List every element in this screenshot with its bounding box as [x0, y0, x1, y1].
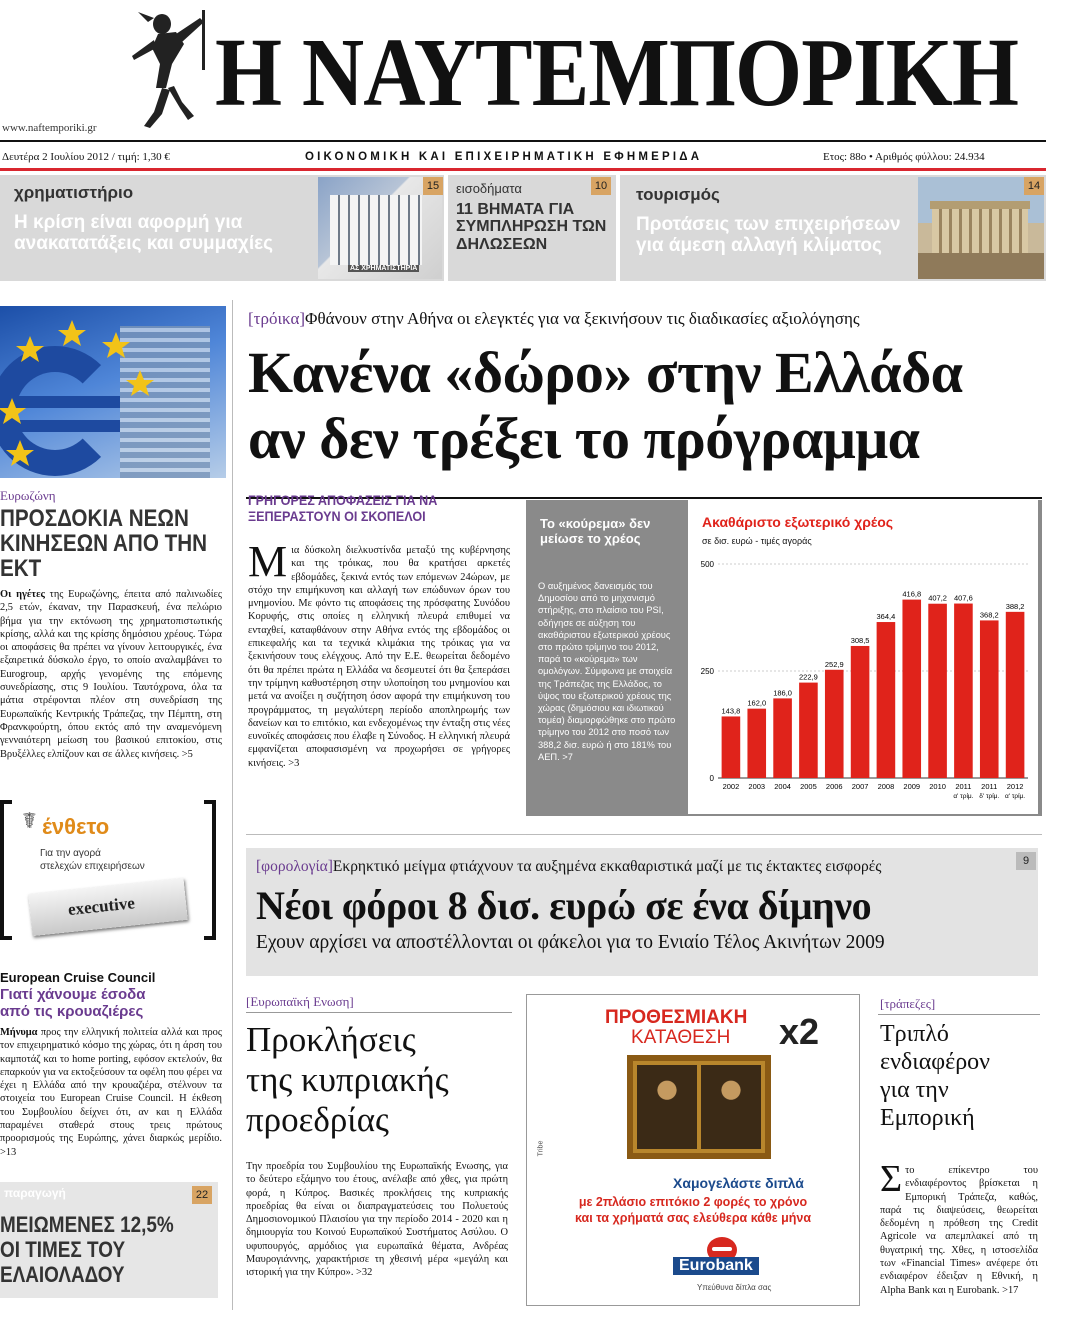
issue-number: Ετος: 88ο • Αριθμός φύλλου: 24.934 — [823, 151, 985, 163]
chart-value-label: 186,0 — [773, 688, 792, 698]
chart-value-label: 416,8 — [902, 589, 922, 599]
chart-xtick-label: 2009 — [903, 782, 921, 791]
tax-kicker-text: Εκρηκτικό μείγμα φτιάχνουν τα αυξημένα εκκαθαριστικά μαζί με τις έκτακτες εισφορές — [332, 858, 882, 875]
entheto-label: ένθετο — [42, 814, 110, 839]
ad-tagline: Χαμογελάστε διπλά — [673, 1175, 804, 1191]
olive-headline: ΜΕΙΩΜΕΝΕΣ 12,5% ΟΙ ΤΙΜΕΣ ΤΟΥ ΕΛΑΙΟΛΑΔΟΥ — [0, 1212, 174, 1287]
teaser-kicker: χρηματιστήριο — [14, 183, 134, 202]
chart-bar — [722, 716, 741, 778]
eurobank-ad[interactable] — [526, 994, 860, 1306]
teaser-stock-market[interactable] — [0, 175, 444, 281]
chart-bar — [799, 683, 818, 778]
teaser-headline: 11 ΒΗΜΑΤΑ ΓΙΑ ΣΥΜΠΛΗΡΩΣΗ ΤΩΝ ΔΗΛΩΣΕΩΝ — [456, 201, 607, 253]
chart-xtick-label: 2006 — [825, 782, 843, 791]
chart-xtick-label: 2010 — [929, 782, 946, 791]
chart-xtick-sublabel: δ' τρίμ. — [979, 793, 1000, 800]
chart-value-label: 222,9 — [799, 672, 818, 682]
main-kicker-text: Φθάνουν στην Αθήνα οι ελεγκτές για να ξεκινήσουν τις διαδικασίες αξιολόγησης — [305, 309, 860, 328]
page-ref: 15 — [423, 177, 443, 195]
ad-offer-2: και τα χρήματά σας ελεύθερα κάθε μήνα — [574, 1211, 812, 1225]
debt-chart — [688, 500, 1038, 814]
banks-headline[interactable] — [880, 1020, 990, 1132]
chart-value-label: 143,8 — [721, 706, 741, 716]
banks-headline-line-4: Εμπορική — [880, 1105, 975, 1131]
chart-value-label: 162,0 — [747, 698, 767, 708]
chart-value-label: 308,5 — [850, 635, 870, 645]
ad-title-2: ΚΑΤΑΘΕΣΗ — [631, 1027, 731, 1048]
chart-bar — [851, 646, 870, 778]
euro-body-lead: Οι ηγέτες — [0, 589, 45, 600]
main-body — [248, 537, 510, 770]
chart-ytick-label: 250 — [700, 667, 714, 676]
main-headline[interactable] — [248, 340, 963, 472]
hermes-logo — [118, 4, 210, 136]
ad-title-1: ΠΡΟΘΕΣΜΙΑΚΗ — [605, 1007, 748, 1028]
teaser-headline: Προτάσεις των επιχειρήσεων για άμεση αλλαγή κλίματος — [636, 214, 901, 256]
banks-dropcap: Σ — [880, 1158, 903, 1200]
executive-magazine[interactable] — [28, 878, 188, 936]
chart-bar — [877, 622, 896, 778]
hermes-small-icon: ☤ — [22, 808, 37, 833]
teaser-income[interactable] — [448, 175, 616, 281]
ad-brand: Eurobank — [673, 1257, 759, 1275]
main-body-text: ια δύσκολη διελκυστίνδα μεταξύ της κυβέρνησης και της τρόικας, που θα κρατήσει αρκετές εβδομάδες, ξεκινά εντός των επόμενων 24ώρων, με στόχο την επιμήκυνση και αλλαγή των επώδυνων όρων του μνημονίου. Με φόντο τις αποφάσεις της πρόσφατης Συνόδου Κορυφής, στις οποίες η ελληνική πλευρά επιθυμεί να ενταχθεί, καταφθάνουν στην Αθήνα εντός της εβδομάδος οι επικεφαλής και τα τεχνικά κλιμάκια της τρόικας για να ξεκινήσουν τους ελέγχους. Από την Ε.Ε. θεωρείται δεδομένο ότι θα πρέπει πρώτα η Ελλάδα να δεσμευτεί ότι θα ξεπεράσει την τρίμηνη καθυστέρηση στην υλοποίηση του μνημονίου και μετά να ανοίξει η συζήτηση όσον αφορά την επιμήκυνση του προγράμματος, τη μεγαλύτερη περίοδο αποπληρωμής των δανείων και το επιτόκιο, και ενδεχομένως την ένταξη στις νέες ευνοϊκές αποφάσεις που έλαβε η Σύνοδος. Η ελληνική πλευρά εμφανίζεται αποφασισμένη να προχωρήσει σε γρήγορες κινήσεις. >3 — [248, 545, 510, 769]
chart-value-label: 407,2 — [928, 593, 947, 603]
site-url[interactable]: www.naftemporiki.gr — [2, 122, 97, 134]
cruise-body-lead: Μήνυμα — [0, 1027, 38, 1038]
left-column-divider — [232, 300, 233, 1310]
chart-bar — [825, 670, 844, 778]
chart-bar — [980, 620, 999, 778]
chart-value-label: 368,2 — [979, 610, 999, 620]
chart-xtick-sublabel: α' τρίμ. — [1005, 793, 1026, 800]
euro-sculpture-photo — [0, 306, 226, 478]
tax-kicker-tag: [φορολογία] — [256, 858, 333, 875]
chart-ytick-label: 500 — [700, 560, 714, 569]
eu-kicker: [Ευρωπαϊκή Ενωση] — [246, 994, 354, 1009]
red-rule — [0, 168, 1046, 171]
chart-value-label: 364,4 — [876, 612, 896, 622]
euro-body-text: της Ευρωζώνης, έπειτα από παλινωδίες 2,5 ετών, έκαναν, την Παρασκευή, ένα πελώριο βήμα για την εκτόνωση της χρηματοπιστωτικής κρίσης, αλλά και της κρίσης δημόσιου χρέους. Τώρα οι αποφάσεις θα πρέπει να γίνουν λειτουργικές, ένα εξαιρετικά δύσκολο έργο, το οποίο αναλαμβάνει το Eurogroup, αρχής γενομένης της επόμενης συνεδρίασης, στις 9 Ιουλίου. Ταυτόχρονα, όλα τα μάτια στρέφονται πλέον στη συνεδρίαση της Ευρωπαϊκής Κεντρικής Τράπεζας, την Πέμπτη, στη Φρανκφούρτη, όπου εκτός από την αναμενόμενη γενναιότερη μείωση του βασικού επιτοκίου, στις Βρυξέλλες ελπίζουν και σε άλλες κινήσεις. >5 — [0, 589, 222, 760]
building-sign: ΑΣ ΧΡΗΜΑΤΙΣΤΗΡΙΑ — [350, 265, 418, 272]
chart-xtick-label: 2011 — [981, 782, 998, 791]
tax-story-box[interactable] — [246, 848, 1038, 976]
page-ref: 14 — [1024, 177, 1044, 195]
main-kicker — [248, 309, 860, 329]
entheto-sub-2: στελεχών επιχειρήσεων — [40, 861, 145, 872]
main-bottom-rule — [246, 834, 1042, 835]
chart-xtick-label: 2012 — [1006, 782, 1024, 791]
chart-xtick-sublabel: α' τρίμ. — [953, 793, 974, 800]
chart-xtick-label: 2008 — [877, 782, 895, 791]
chart-value-label: 252,9 — [824, 659, 844, 669]
banks-body-text: το επίκεντρο του ενδιαφέροντος βρίσκεται η Εμπορική Τράπεζα, καθώς, παρά τις διαψεύσεις, θεωρείται δεδομένη η πρόθεση της Credit Agricole να απεμπλακεί από τη θυγατρική της. Χθες, η ιστοσελίδα των «Financial Times» ανέφερε ότι ενδιαφέρον έδειξαν η Εθνική, η Alpha Bank και η Eurobank. >17 — [880, 1165, 1038, 1296]
teaser-kicker: τουρισμός — [636, 185, 720, 204]
chart-bar — [928, 604, 947, 778]
tax-headline: Νέοι φόροι 8 δισ. ευρώ σε ένα δίμηνο — [256, 883, 872, 928]
chart-bar — [747, 709, 766, 778]
chart-xtick-label: 2002 — [722, 782, 740, 791]
chart-bar — [902, 600, 921, 778]
tax-kicker — [256, 858, 881, 876]
tax-subhead: Εχουν αρχίσει να αποστέλλονται οι φάκελοι για το Ενιαίο Τέλος Ακινήτων 2009 — [256, 932, 885, 953]
euro-headline: ΠΡΟΣΔΟΚΙΑ ΝΕΩΝ ΚΙΝΗΣΕΩΝ ΑΠΟ ΤΗΝ ΕΚΤ — [0, 505, 208, 582]
entheto-sub-1: Για την αγορά — [40, 848, 101, 859]
eu-headline-line-2: της κυπριακής — [246, 1060, 449, 1099]
main-headline-line-1: Κανένα «δώρο» στην Ελλάδα — [248, 340, 963, 405]
chart-value-label: 388,2 — [1005, 601, 1025, 611]
chart-xtick-label: 2004 — [774, 782, 791, 791]
euro-kicker: Ευρωζώνη — [0, 488, 56, 503]
chart-xtick-label: 2003 — [748, 782, 766, 791]
entheto-bracket-right — [204, 800, 216, 940]
euro-body — [0, 588, 222, 761]
date-price: Δευτέρα 2 Ιουλίου 2012 / τιμή: 1,30 € — [2, 151, 170, 163]
chart-value-label: 407,6 — [954, 593, 973, 603]
ad-multiplier: x2 — [779, 1011, 820, 1052]
page-ref: 9 — [1016, 852, 1036, 870]
chart-svg — [688, 500, 1038, 814]
executive-title: executive — [67, 893, 136, 920]
banks-headline-line-2: ενδιαφέρον — [880, 1049, 991, 1075]
cruise-headline: Γιατί χάνουμε έσοδα από τις κρουαζιέρες — [0, 986, 146, 1020]
eu-body: Την προεδρία του Συμβουλίου της Ευρωπαϊκής Ενωσης, για το δεύτερο εξάμηνο του έτους, ανέλαβε από χθες, για πρώτη φορά, η Κύπρος. Βασικές προκλήσεις της κυπριακής προεδρίας θα είναι οι διαπραγματεύσεις του Πολυετούς Δημοσιονομικού Πλαισίου για την περίοδο 2014 - 2020 και η δημιουργία του Κοινού Ευρωπαϊκού Συστήματος Ασύλου. Ο υφυπουργός, αρμόδιος για ευρωπαϊκά θέματα, Ανδρέας Μαυρογιάννης, χαρακτήρισε τη χθεσινή μέρα «μεγάλη και ιστορική για την Κύπρο». >32 — [246, 1161, 508, 1279]
chart-ytick-label: 0 — [709, 774, 714, 783]
teaser-tourism[interactable] — [620, 175, 1046, 281]
ad-agency: Tribe — [537, 1140, 545, 1157]
main-subhead: ΓΡΗΓΟΡΕΣ ΑΠΟΦΑΣΕΙΣ ΓΙΑ ΝΑ ΞΕΠΕΡΑΣΤΟΥΝ ΟΙ ΣΚΟΠΕΛΟΙ — [248, 492, 438, 524]
page-ref: 22 — [192, 1186, 212, 1204]
cruise-body — [0, 1026, 222, 1159]
masthead-rule — [0, 140, 1046, 142]
cruise-body-text: προς την ελληνική πολιτεία αλλά και προς τον επιχειρηματικό κόσμο της χώρας, ότι η άρση του καμποτάζ και το home porting, εφόσον εκτελούν, θα επαρκούν για να εκτοξεύσουν τα οφέλη που φέρει να έχει η Ελλάδα από την κρουαζιέρα, στέλνουν τα στοιχεία του European Cruise Council. Η έκθεση του Συμβουλίου δείχνει ότι, αν και η Ελλάδα παραμένει σταθερά στους τρεις πρώτους προορισμούς της Ευρώπης, χάνει διαρκώς μερίδιο. >13 — [0, 1027, 222, 1158]
olive-kicker: παραγωγή — [4, 1186, 66, 1200]
chart-xtick-label: 2007 — [851, 782, 869, 791]
olive-oil-box[interactable] — [0, 1182, 218, 1298]
banks-kicker: [τράπεζες] — [880, 996, 936, 1011]
chart-bar — [954, 604, 973, 778]
main-dropcap: Μ — [248, 537, 288, 586]
ad-slogan: Υπεύθυνα δίπλα σας — [697, 1283, 772, 1292]
main-headline-line-2: αν δεν τρέξει το πρόγραμμα — [248, 406, 920, 471]
chart-bar — [1006, 612, 1025, 778]
newspaper-title: Η ΝΑΥΤΕΜΠΟΡΙΚΗ — [215, 19, 1019, 127]
eu-headline-line-1: Προκλήσεις — [246, 1020, 416, 1059]
teaser-headline: Η κρίση είναι αφορμή για ανακατατάξεις και συμμαχίες — [14, 212, 274, 254]
main-kicker-tag: [τρόικα] — [248, 309, 306, 328]
eu-headline-line-3: προεδρίας — [246, 1100, 389, 1139]
sidebar-body: Ο αυξημένος δανεισμός του Δημοσίου από το μηχανισμό στήριξης, στο πλαίσιο του PSI, οδήγησε σε αύξηση του ακαθάριστου εξωτερικού χρέους στο πρώτο τρίμηνο του 2012, παρά το «κούρεμα» των ομολόγων. Σύμφωνα με στοιχεία της Τράπεζας της Ελλάδος, το ύψος του εξωτερικού χρέους της χώρας (δημόσιου και ιδιωτικού τομέα) διαμορφώθηκε στο πρώτο τρίμηνο του 2012 στο ποσό των 388,2 δισ. ευρώ ή στο 181% του ΑΕΠ. >7 — [538, 581, 676, 762]
entheto-bracket-left — [0, 800, 12, 940]
slogan: ΟΙΚΟΝΟΜΙΚΗ ΚΑΙ ΕΠΙΧΕΙΡΗΜΑΤΙΚΗ ΕΦΗΜΕΡΙΔΑ — [305, 151, 703, 163]
banks-body — [880, 1158, 1038, 1297]
eu-rule — [246, 1012, 512, 1013]
mona-lisa-frame — [627, 1055, 771, 1159]
teaser-kicker: εισοδήματα — [456, 181, 522, 196]
page-ref: 10 — [591, 177, 611, 195]
banks-rule — [878, 1014, 1040, 1015]
chart-xtick-label: 2005 — [800, 782, 817, 791]
eu-headline[interactable] — [246, 1020, 449, 1140]
chart-xtick-label: 2011 — [955, 782, 972, 791]
ad-offer-1: με 2πλάσιο επιτόκιο 2 φορές το χρόνο — [578, 1195, 808, 1209]
chart-subtitle: σε δισ. ευρώ - τιμές αγοράς — [702, 536, 812, 546]
cruise-kicker: European Cruise Council — [0, 970, 156, 985]
banks-headline-line-1: Τριπλό — [880, 1021, 949, 1047]
banks-headline-line-3: για την — [880, 1077, 949, 1103]
chart-title: Ακαθάριστο εξωτερικό χρέος — [702, 514, 894, 530]
sidebar-headline: Το «κούρεμα» δεν μείωσε το χρέος — [540, 516, 651, 546]
chart-bar — [773, 698, 792, 778]
